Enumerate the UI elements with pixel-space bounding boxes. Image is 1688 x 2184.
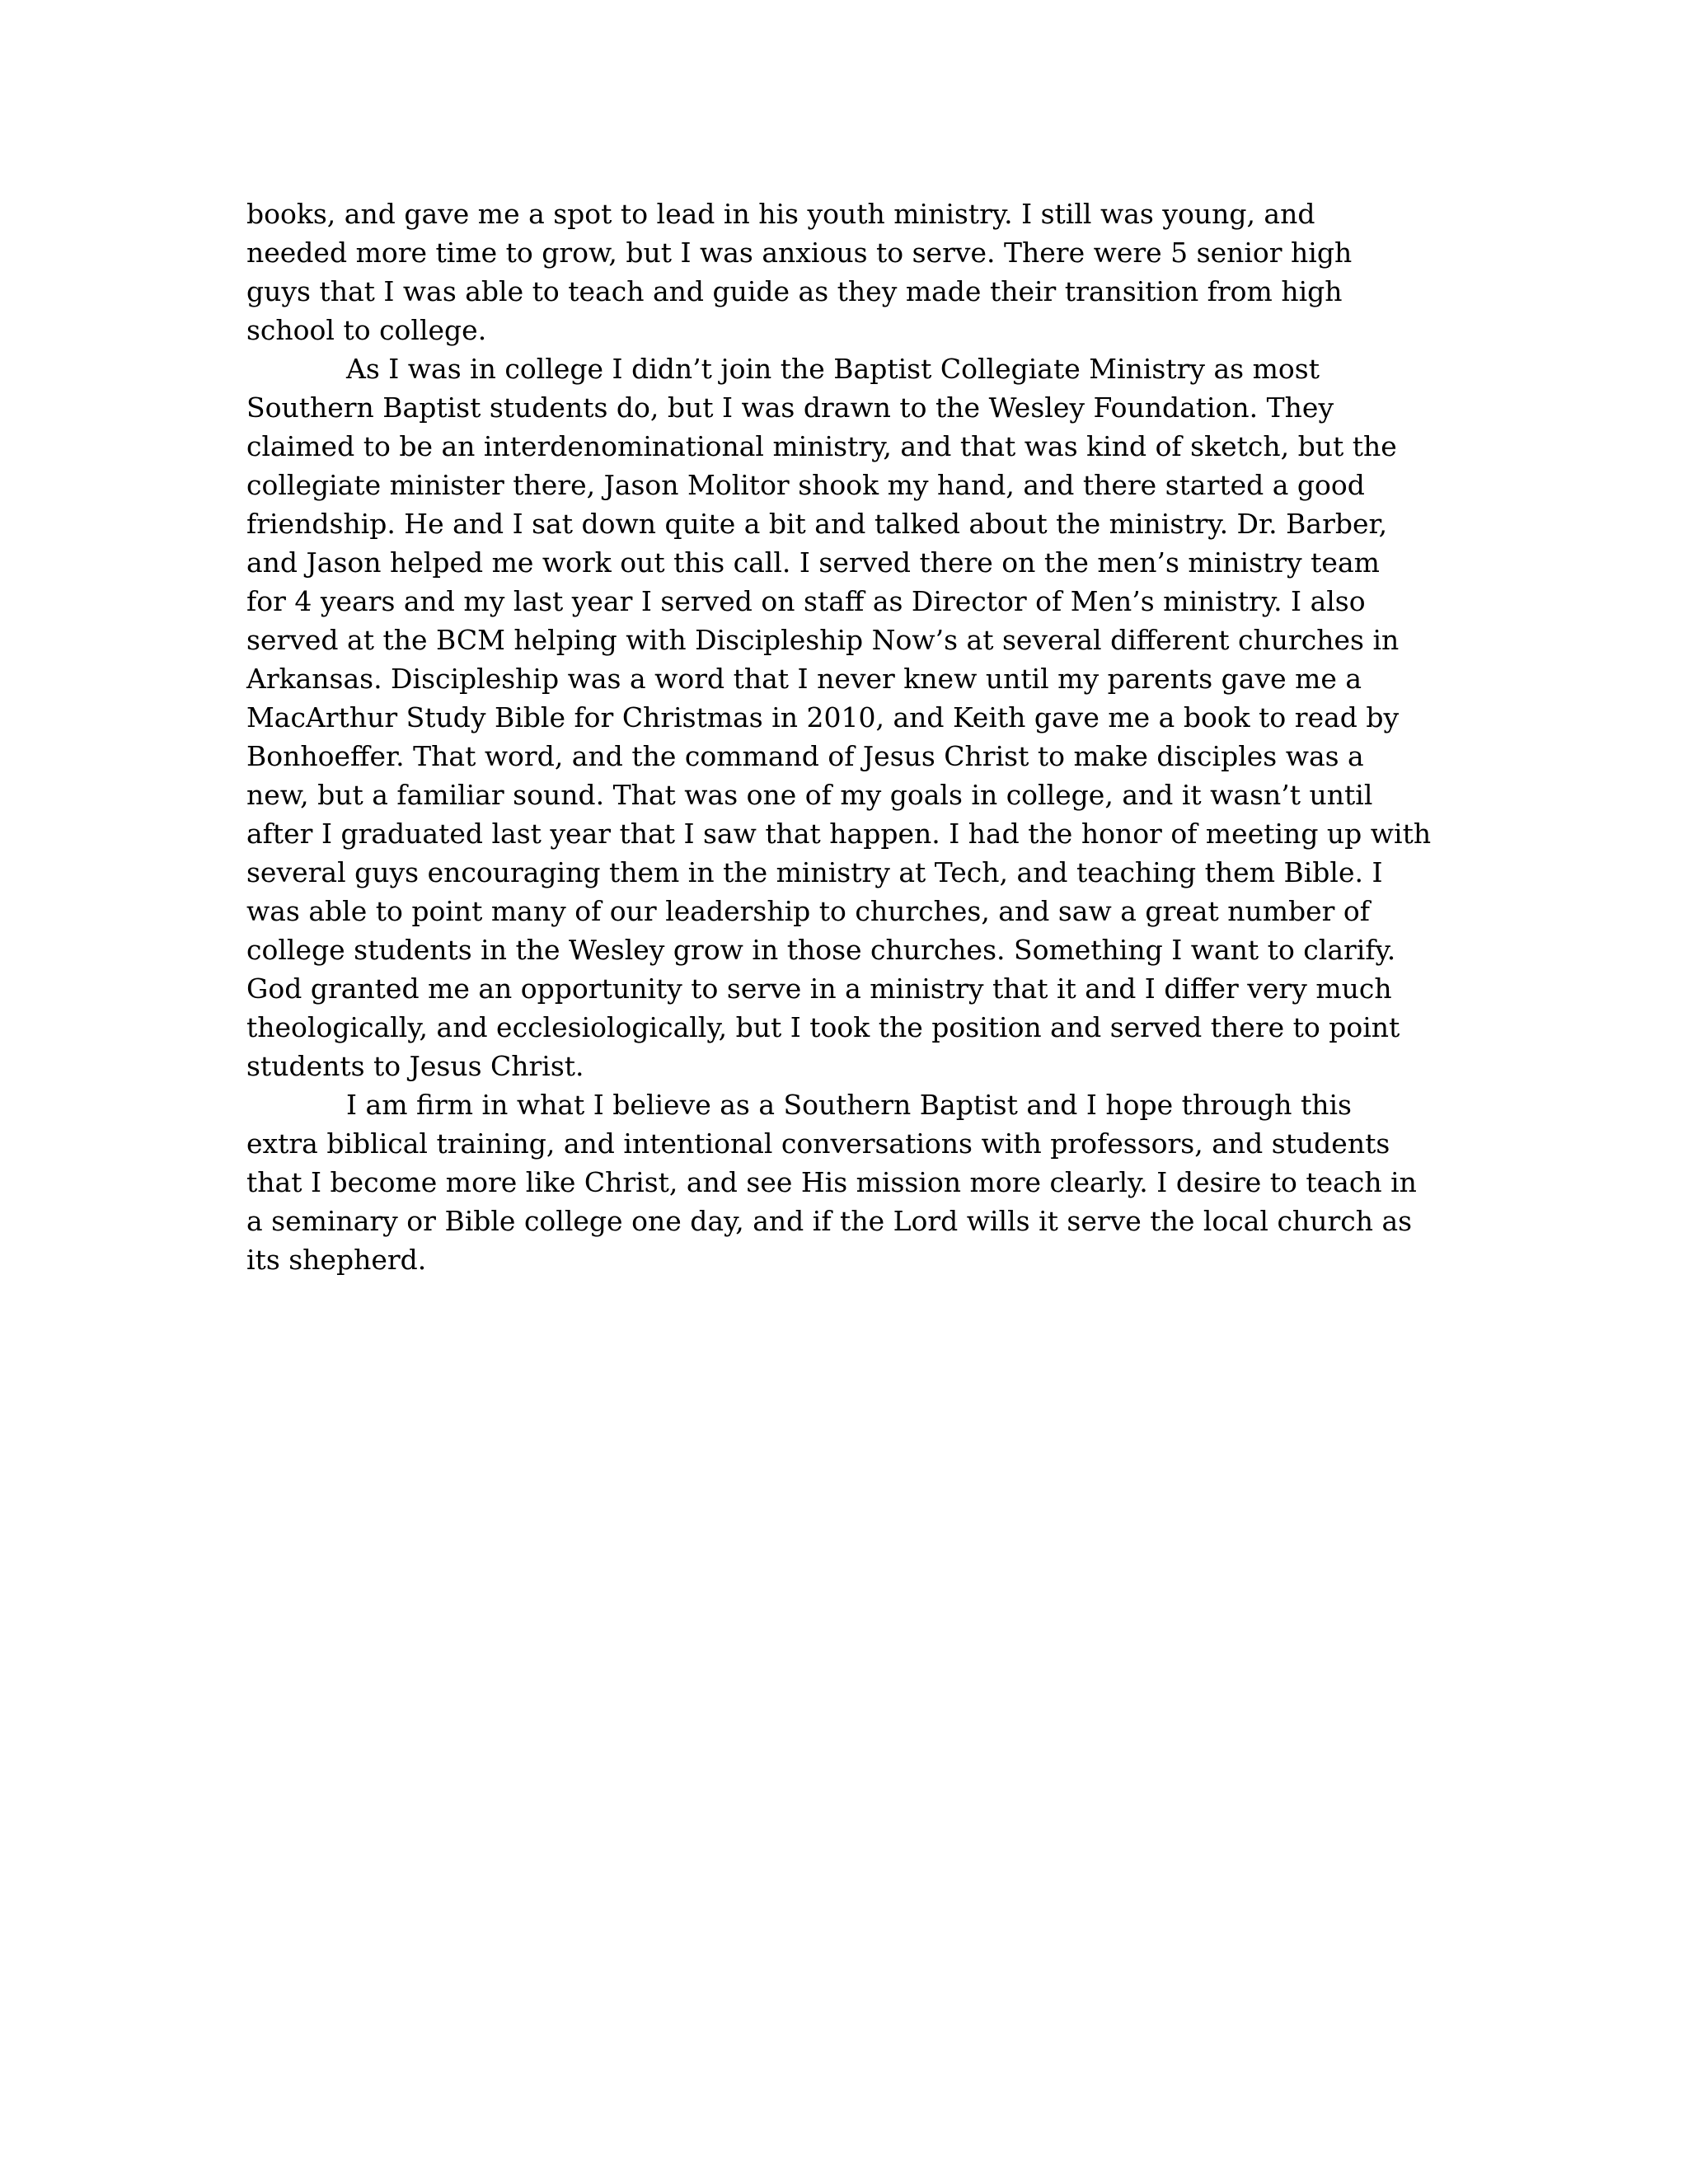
text-line: books, and gave me a spot to lead in his youth ministry. I still was young, and [246,198,1315,230]
text-line: MacArthur Study Bible for Christmas in 2010, and Keith gave me a book to read by [246,701,1400,733]
text-line: college students in the Wesley grow in those churches. Something I want to clarify. [246,934,1396,966]
text-line: extra biblical training, and intentional conversations with professors, and students [246,1127,1390,1160]
text-line: its shepherd. [246,1244,427,1276]
text-line: As I was in college I didn’t join the Baptist Collegiate Ministry as most [346,353,1320,385]
body-text [246,194,1450,1279]
text-line: Southern Baptist students do, but I was drawn to the Wesley Foundation. They [246,391,1334,424]
text-line: and Jason helped me work out this call. I served there on the men’s ministry team [246,546,1380,579]
text-line: needed more time to grow, but I was anxious to serve. There were 5 senior high [246,237,1353,269]
text-line: friendship. He and I sat down quite a bit and talked about the ministry. Dr. Barber, [246,508,1388,540]
text-line: students to Jesus Christ. [246,1050,584,1082]
text-line: Arkansas. Discipleship was a word that I never knew until my parents gave me a [246,663,1362,695]
text-line: new, but a familiar sound. That was one of my goals in college, and it wasn’t until [246,779,1373,811]
text-line: after I graduated last year that I saw that happen. I had the honor of meeting up with [246,818,1432,850]
text-line: a seminary or Bible college one day, and if the Lord wills it serve the local church as [246,1205,1413,1237]
text-line: guys that I was able to teach and guide as they made their transition from high [246,275,1343,307]
text-line: served at the BCM helping with Discipleship Now’s at several different churches in [246,624,1400,656]
text-line: for 4 years and my last year I served on staff as Director of Men’s ministry. I also [246,585,1366,617]
text-line: claimed to be an interdenominational ministry, and that was kind of sketch, but the [246,430,1397,462]
text-line: God granted me an opportunity to serve in a ministry that it and I differ very much [246,972,1392,1005]
text-line: I am firm in what I believe as a Southern Baptist and I hope through this [346,1089,1352,1121]
text-line: several guys encouraging them in the ministry at Tech, and teaching them Bible. I [246,856,1383,888]
text-line: school to college. [246,314,487,346]
text-line: that I become more like Christ, and see His mission more clearly. I desire to teach in [246,1166,1417,1198]
text-line: Bonhoeffer. That word, and the command of Jesus Christ to make disciples was a [246,740,1364,772]
text-line: theologically, and ecclesiologically, but I took the position and served there to point [246,1011,1400,1043]
text-line: collegiate minister there, Jason Molitor shook my hand, and there started a good [246,469,1365,501]
text-line: was able to point many of our leadership to churches, and saw a great number of [246,895,1371,927]
